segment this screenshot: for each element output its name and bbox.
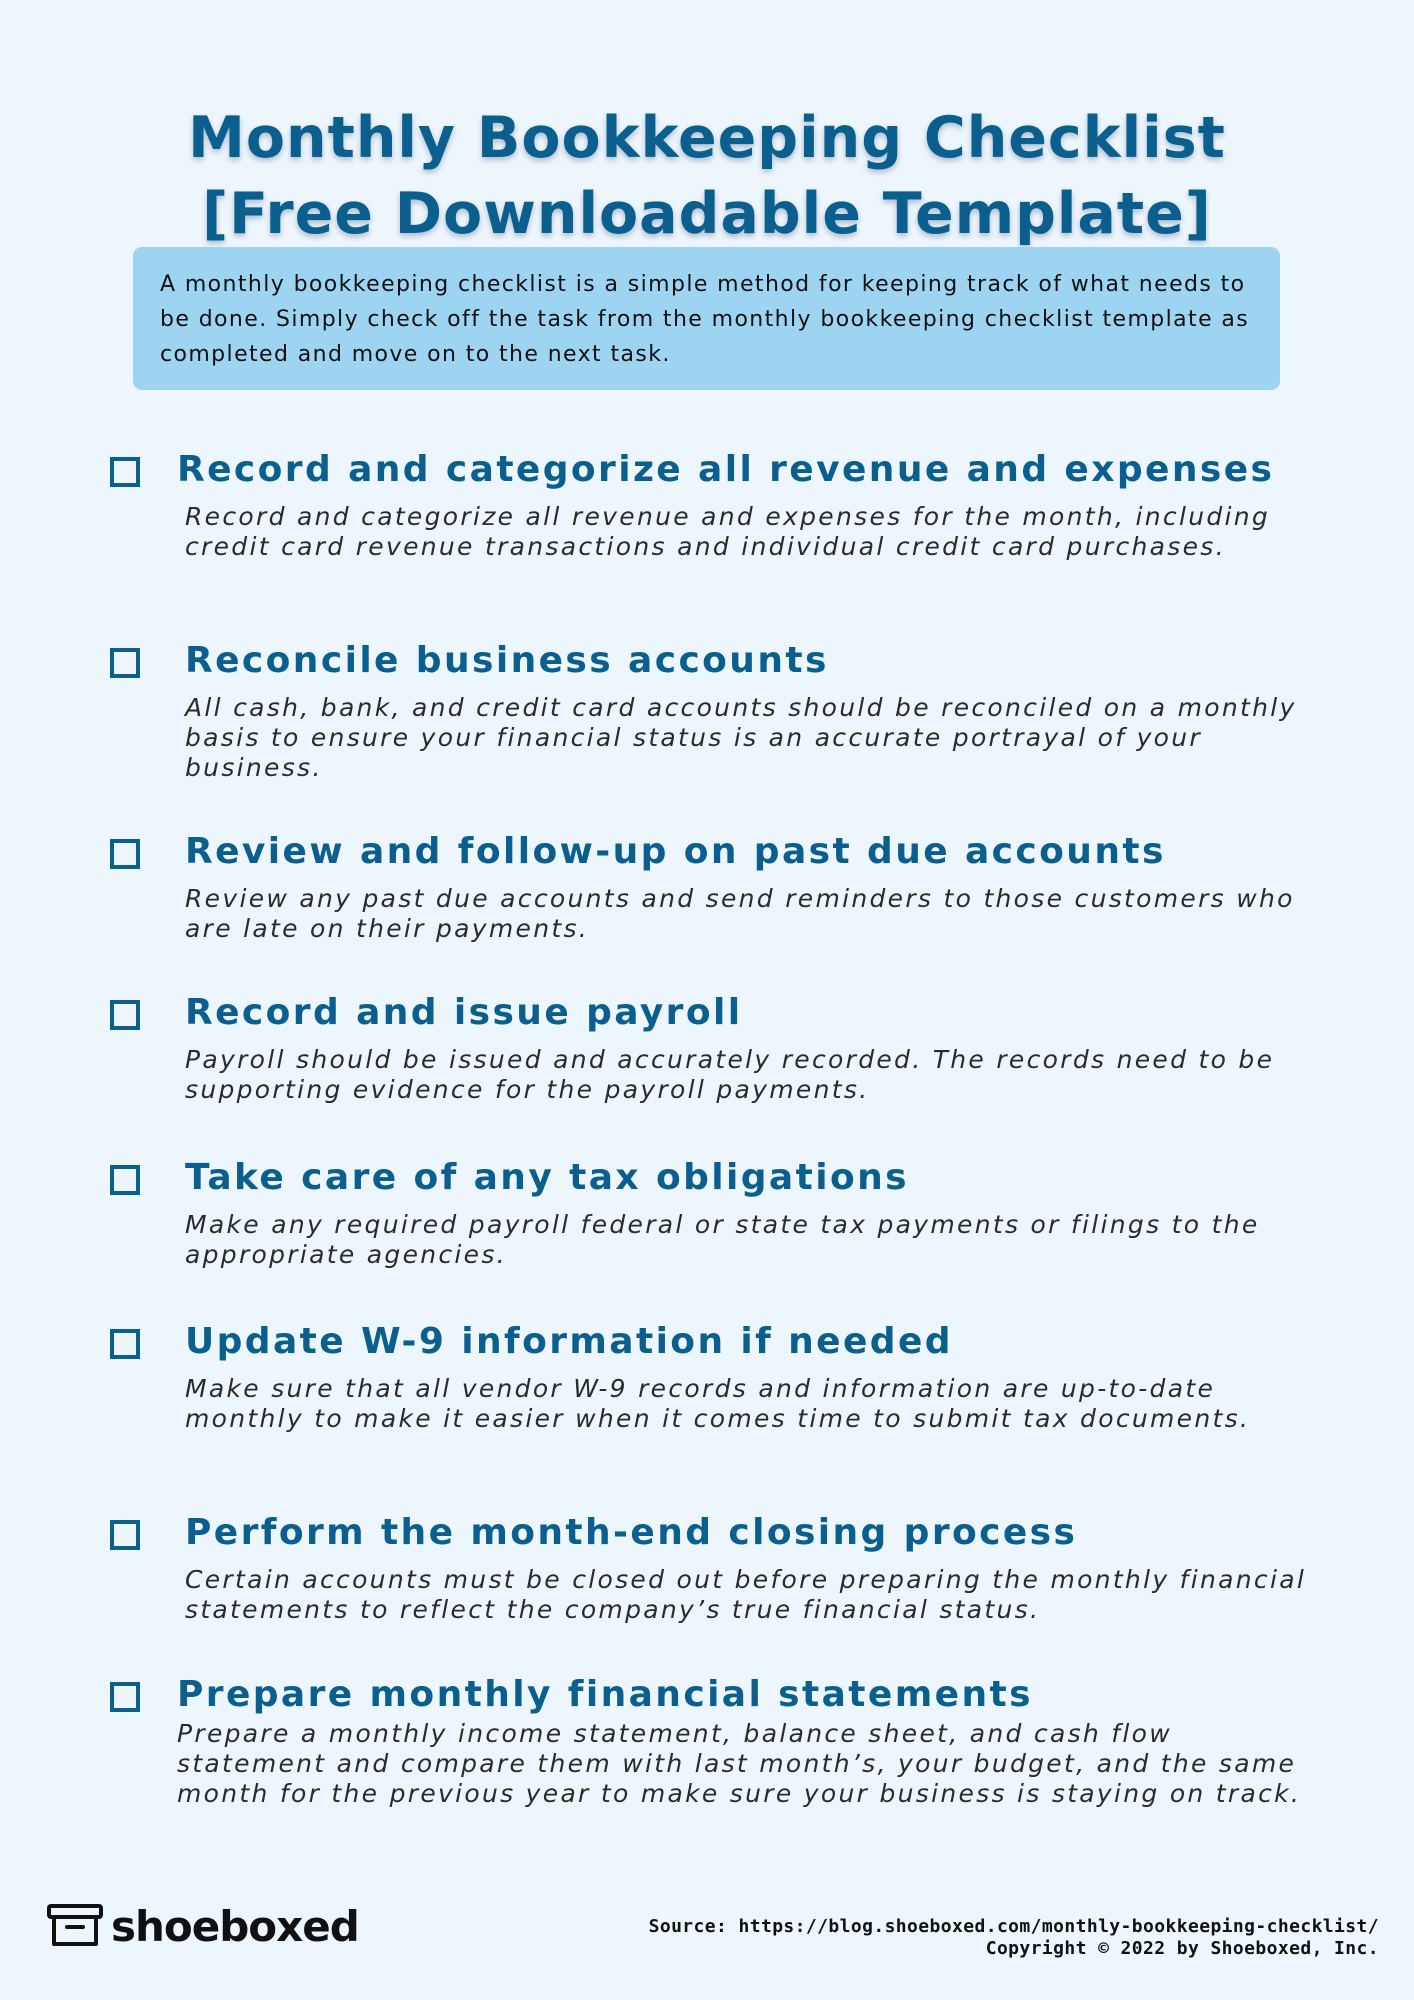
checklist-item-title: Perform the month-end closing process [185,1512,1078,1553]
checklist-checkbox[interactable] [110,1000,140,1030]
checklist-checkbox[interactable] [110,1329,140,1359]
checklist-item-title: Record and issue payroll [185,992,743,1033]
checklist-item-description: Prepare a monthly income statement, balance sheet, and cash flow statement and compare them with last month’s, your budget, and the same month for the previous year to make sure your business is staying on track. [177,1719,1302,1808]
source-link[interactable]: Source: https://blog.shoeboxed.com/monthly-bookkeeping-checklist/ [648,1916,1379,1937]
copyright-text: Copyright © 2022 by Shoeboxed, Inc. [985,1938,1379,1959]
checklist-item-title: Update W-9 information if needed [185,1321,953,1362]
intro-text: A monthly bookkeeping checklist is a simple method for keeping track of what needs to be done. Simply check off the task from the monthly bookkeeping checklist template as completed and move on to the next task. [160,272,1250,367]
page-title-line-1: Monthly Bookkeeping Checklist [188,105,1226,172]
checklist-checkbox[interactable] [110,457,140,487]
checklist-checkbox[interactable] [110,648,140,678]
footer [649,1916,1379,1960]
checklist-checkbox[interactable] [110,839,140,869]
page-title-line-2: [Free Downloadable Template] [202,181,1212,248]
checklist-item-description: Review any past due accounts and send reminders to those customers who are late on their payments. [185,884,1295,943]
checklist-item-description: Certain accounts must be closed out before preparing the monthly financial statements to reflect the company’s true financial status. [185,1565,1307,1624]
checklist-checkbox[interactable] [110,1682,140,1712]
checklist-item-description: Make sure that all vendor W-9 records and information are up-to-date monthly to make it easier when it comes time to submit tax documents. [185,1374,1251,1433]
checklist-item-title: Take care of any tax obligations [185,1157,909,1198]
brand-name: shoeboxed [111,1901,359,1951]
checklist-item-title: Review and follow-up on past due accounts [185,831,1166,872]
checklist-checkbox[interactable] [110,1520,140,1550]
shoeboxed-logo [47,1903,359,1949]
checklist-item-description: All cash, bank, and credit card accounts should be reconciled on a monthly basis to ensure your financial status is an accurate portrayal of your business. [185,693,1297,782]
intro-box [133,247,1280,390]
checklist-item-description: Make any required payroll federal or state tax payments or filings to the appropriate agencies. [185,1210,1260,1269]
checklist-item-title: Reconcile business accounts [185,640,829,681]
checklist-item-title: Prepare monthly financial statements [177,1674,1033,1715]
box-icon [47,1904,103,1948]
checklist-item-title: Record and categorize all revenue and expenses [177,449,1275,490]
checklist-item-description: Payroll should be issued and accurately recorded. The records need to be supporting evidence for the payroll payments. [185,1045,1275,1104]
checklist-checkbox[interactable] [110,1165,140,1195]
checklist-item-description: Record and categorize all revenue and expenses for the month, including credit card revenue transactions and individual credit card purchases. [185,502,1271,561]
page-title [0,100,1414,252]
